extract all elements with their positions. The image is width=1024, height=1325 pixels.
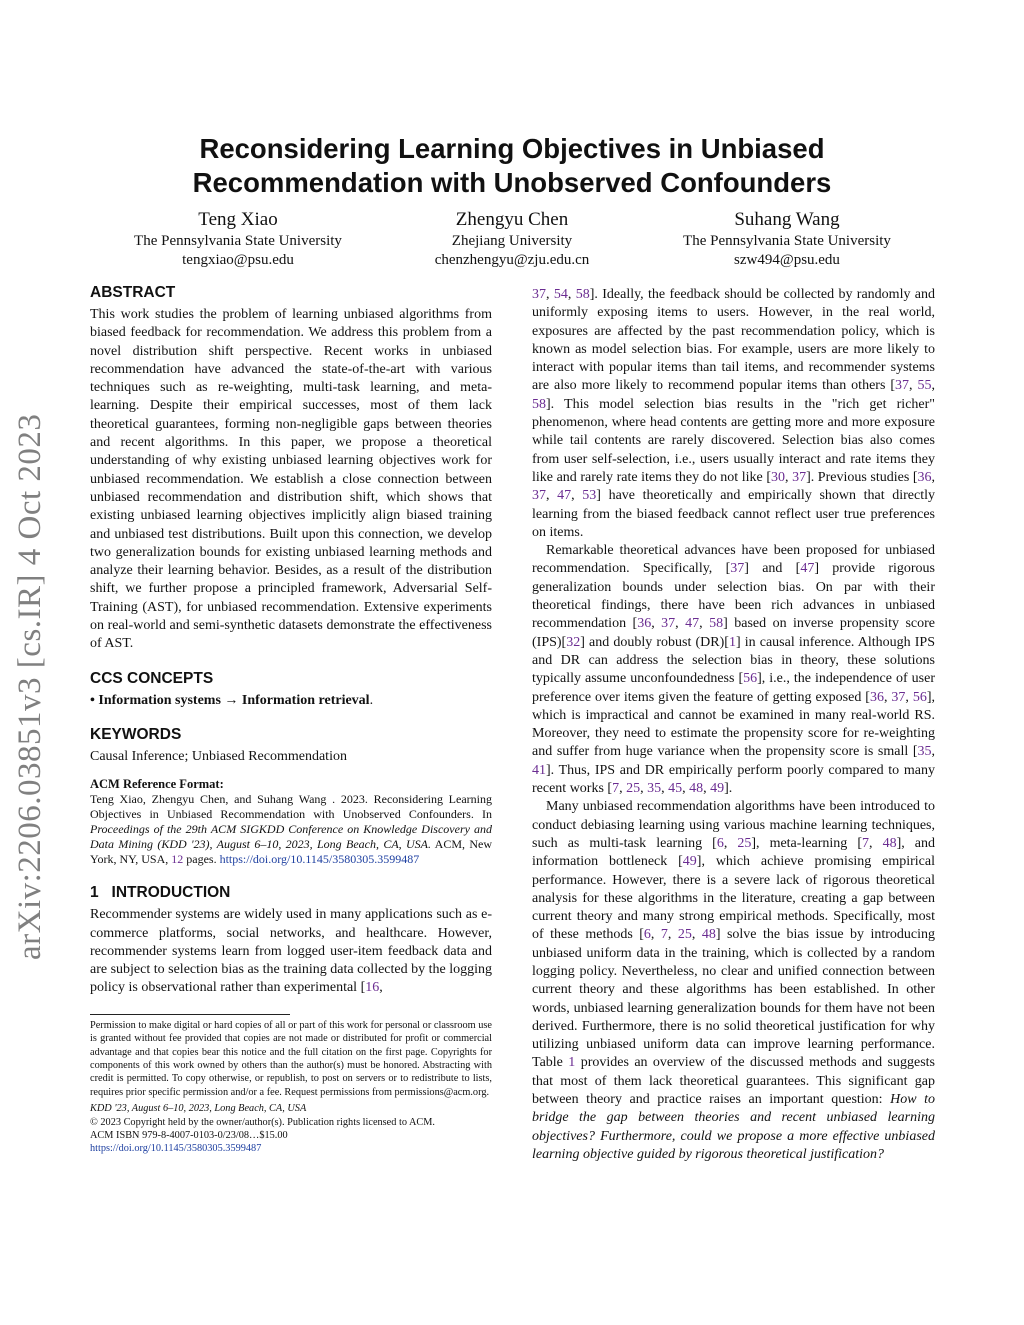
citation-link[interactable]: 37: [532, 287, 546, 302]
citation-link[interactable]: 47: [557, 488, 572, 504]
sep: ,: [905, 689, 913, 705]
sep: ,: [661, 781, 669, 797]
citation-link[interactable]: 37: [792, 469, 807, 485]
sep: ,: [682, 781, 690, 797]
body-text: ], meta-learning [: [751, 835, 863, 851]
footnote-doi-link[interactable]: https://doi.org/10.1145/3580305.3599487: [90, 1143, 262, 1155]
permission-notice: Permission to make digital or hard copies of all or part of this work for personal or classroom use is granted without fee provided that copies are not made or distributed for profit or commercial advantage and that copies bear this notice and the full citation on the first page. Copyrights for components of this work owned by others than the author(s) must be honored. Abstracting with credit is permitted. To copy otherwise, or republish, to post on servers or to redistribute to lists, requires prior specific permission and/or a fee. Request permissions from permissions@acm.org.: [90, 1019, 492, 1098]
author-1: [88, 208, 388, 270]
body-text: ] in causal inference. Although IPS and DR can address the selection bias in theory, these solutions typically assume unconfoundedness [: [532, 634, 936, 687]
citation-link[interactable]: 36: [637, 616, 652, 632]
ccs-end: .: [369, 692, 374, 708]
sep: ,: [869, 835, 883, 851]
citation-link[interactable]: 25: [737, 835, 752, 851]
citation-link[interactable]: 58: [532, 396, 546, 412]
sep: ,: [931, 378, 935, 394]
intro-paragraph-3: [532, 798, 935, 1164]
acm-ref-part3: pages.: [183, 852, 220, 867]
body-text: Remarkable theoretical advances have been proposed for unbiased recommendation. Specifically, [: [532, 543, 935, 577]
body-text: ]. Previous studies [: [806, 469, 918, 485]
citation-link[interactable]: 7: [612, 781, 620, 797]
sep: ,: [640, 781, 648, 797]
body-text: ] have theoretically and empirically shown that directly learning from the biased feedback cannot reflect user true preferences on items.: [532, 488, 936, 540]
citation-link[interactable]: 32: [566, 634, 581, 650]
citation-link[interactable]: 56: [912, 689, 927, 705]
ccs-concepts: [90, 692, 492, 710]
body-text: ], which achieve promising empirical performance. However, there is a severe lack of rigorous theoretical analysis for these algorithms in the literature, creating a gap between current theory and many strong empirical methods. Specifically, most of these methods [: [532, 854, 935, 943]
acm-ref-venue: Proceedings of the 29th ACM SIGKDD Conference on Knowledge Discovery and Data Mining (KDD '23), August 6–10, 2023, Long Beach, CA, USA.: [90, 822, 492, 852]
body-text: ].: [724, 781, 733, 797]
citation-link[interactable]: 36: [869, 689, 884, 705]
author-affiliation: Zhejiang University: [451, 233, 573, 249]
sep: ,: [651, 616, 662, 632]
sep: ,: [784, 469, 793, 485]
citation-link[interactable]: 55: [917, 378, 932, 394]
citation-link[interactable]: 35: [647, 781, 662, 797]
conference-line: KDD '23, August 6–10, 2023, Long Beach, CA, USA: [90, 1103, 307, 1115]
footnote-rule: [90, 1014, 290, 1015]
citation-link[interactable]: 58: [575, 287, 590, 302]
body-text: Many unbiased recommendation algorithms have been introduced to conduct debiasing learning using various machine learning techniques, such as multi-task learning [: [532, 799, 935, 851]
citation-link[interactable]: 49: [682, 854, 697, 870]
citation-link[interactable]: 30: [770, 469, 785, 485]
citation-link[interactable]: 1: [728, 634, 736, 650]
sep: ,: [931, 744, 935, 760]
sep: ,: [883, 689, 892, 705]
sep: ,: [567, 287, 576, 302]
citation-link[interactable]: 48: [689, 781, 704, 797]
acm-ref-pages-link[interactable]: 12: [171, 852, 184, 867]
research-question: How to bridge the gap between theories and recent unbiased learning objectives? Furthermore, could we propose a more effective unbiased learning objective guided by rigorous theoretical justification?: [532, 1092, 935, 1162]
sep: ,: [931, 469, 936, 485]
citation-link[interactable]: 37: [891, 689, 906, 705]
body-text: ], and information bottleneck [: [532, 835, 935, 870]
intro-paragraph-1: [90, 906, 492, 997]
citation-link[interactable]: 35: [917, 744, 932, 760]
keywords-text: Causal Inference; Unbiased Recommendation: [90, 748, 347, 764]
body-text: ] and [: [744, 561, 801, 577]
citation-link[interactable]: 37: [730, 561, 745, 577]
author-2: [362, 208, 662, 270]
author-email: tengxiao@psu.edu: [182, 252, 294, 268]
body-text: ]. This model selection bias results in the "rich get richer" phenomenon, where head contents are getting more and more exposure while tail contents are rarely discovered. Selection bias also comes from user self-selection, i.e., users usually interact and rate items they like and rarely rate items they do not like [: [532, 396, 935, 485]
isbn-line: ACM ISBN 979-8-4007-0103-0/23/08…$15.00: [90, 1129, 288, 1141]
citation-link[interactable]: 36: [917, 469, 932, 485]
body-text: ], i.e., the independence of user preference over items given the feature of getting exposed [: [532, 671, 935, 705]
citation-link[interactable]: 37: [532, 488, 546, 504]
sep: ,: [703, 781, 711, 797]
author-email: szw494@psu.edu: [734, 252, 840, 268]
intro-heading-text: INTRODUCTION: [111, 884, 231, 902]
citation-link[interactable]: 53: [582, 488, 597, 504]
citation-link[interactable]: 6: [643, 927, 651, 943]
sep: ,: [699, 616, 710, 632]
citation-link[interactable]: 47: [685, 616, 700, 632]
author-3: [637, 208, 937, 270]
body-text: ] provide rigorous generalization bounds under selection bias. On par with their theoretical findings, there have been rich advances in unbiased recommendation [: [532, 561, 935, 632]
intro-paragraph-2: [532, 542, 935, 798]
intro-p1-text: Recommender systems are widely used in many applications such as e-commerce platforms, social networks, and healthcare. However, recommender systems learn from logged user-item feedback data and are subject to selection bias as the training data collected by the logging policy is observational rather than experimental [: [90, 907, 492, 996]
citation-link[interactable]: 41: [532, 762, 546, 778]
body-text: ] and doubly robust (DR)[: [580, 634, 729, 650]
sep: ,: [546, 287, 554, 302]
citation-link[interactable]: 25: [677, 927, 692, 943]
keywords-heading: KEYWORDS: [90, 725, 182, 743]
body-text: ]. Thus, IPS and DR empirically perform poorly compared to many recent works [: [532, 762, 935, 797]
sep: ,: [723, 835, 738, 851]
author-affiliation: The Pennsylvania State University: [134, 233, 342, 249]
intro-p1-tail: ,: [379, 980, 383, 996]
intro-heading: [90, 883, 492, 903]
body-text: provides an overview of the discussed methods and suggests that most of them lack theoretical guarantees. This significant gap between theory and practice raises an important question:: [532, 1055, 935, 1108]
sep: ,: [571, 488, 583, 504]
sep: ,: [667, 927, 678, 943]
body-text: ] based on inverse propensity score (IPS)[: [532, 616, 936, 650]
author-name: Suhang Wang: [734, 209, 840, 230]
table-link[interactable]: 1: [568, 1055, 576, 1071]
author-block: [0, 208, 1024, 276]
abstract-text: This work studies the problem of learning unbiased algorithms from biased feedback for recommendation. We address this problem from a novel distribution shift perspective. Recent works in unbiased recommendation have advanced the state-of-the-art with various techniques such as re-weighting, multi-task learning, and meta-learning. Despite their empirical successes, most of them lack theoretical guarantees, forming non-negligible gaps between theories and recent algorithms. In this paper, we propose a theoretical understanding of why existing unbiased learning objectives work for unbiased recommendation. We establish a close connection between unbiased recommendation and distribution shift, which shows that existing unbiased learning objectives implicitly align biased training and unbiased test distributions. Built upon this connection, we develop two generalization bounds for existing unbiased learning methods and analyze their learning behavior. Besides, as a result of the distribution shift, we further propose a principled framework, Adversarial Self-Training (AST), for unbiased recommendation. Extensive experiments on real-world and semi-synthetic datasets demonstrate the effectiveness of AST.: [90, 307, 492, 652]
acm-ref-doi-link[interactable]: https://doi.org/10.1145/3580305.3599487: [219, 852, 420, 867]
copyright-line: © 2023 Copyright held by the owner/author(s). Publication rights licensed to ACM.: [90, 1116, 436, 1128]
acm-ref-heading: ACM Reference Format:: [90, 777, 224, 792]
author-email: chenzhengyu@zju.edu.cn: [434, 252, 590, 268]
ccs-item-b: Information retrieval: [241, 692, 370, 708]
citation-link[interactable]: 16: [365, 980, 380, 996]
citation-link[interactable]: 6: [716, 835, 724, 851]
citation-link[interactable]: 25: [626, 781, 641, 797]
sep: ,: [691, 927, 702, 943]
citation-link[interactable]: 48: [701, 927, 716, 943]
citation-link[interactable]: 49: [710, 781, 725, 797]
abstract-heading: ABSTRACT: [90, 284, 176, 301]
paper-title: Reconsidering Learning Objectives in Unbiased Recommendation with Unobserved Confounders: [192, 133, 832, 198]
acm-ref-part2: ACM, New York, NY, USA,: [90, 837, 492, 867]
sep: ,: [650, 927, 661, 943]
ccs-item-a: Information systems: [98, 692, 221, 708]
intro-heading-num: 1: [90, 884, 99, 902]
sep: ,: [675, 616, 686, 632]
citation-link[interactable]: 47: [800, 561, 815, 577]
ccs-arrow: →: [224, 692, 239, 708]
sep: ,: [546, 488, 558, 504]
citation-link[interactable]: 45: [668, 781, 683, 797]
author-name: Teng Xiao: [198, 209, 278, 230]
citation-link[interactable]: 58: [709, 616, 724, 632]
citation-link[interactable]: 37: [661, 616, 676, 632]
body-text: ], which is impractical and cannot be examined in many real-world RS. Moreover, they need to estimate the propensity score for re-weighting and suffer from huge variance when the propensity score is small [: [532, 689, 936, 760]
sep: ,: [909, 378, 918, 394]
citation-link[interactable]: 54: [553, 287, 568, 302]
sep: ,: [619, 781, 627, 797]
left-column: [90, 283, 492, 1156]
arxiv-stamp: arXiv:2206.03851v3 [cs.IR] 4 Oct 2023: [12, 413, 48, 960]
ccs-bullet: •: [90, 692, 95, 708]
citation-link[interactable]: 48: [882, 835, 897, 851]
citation-link[interactable]: 7: [660, 927, 668, 943]
body-text: ]. Ideally, the feedback should be collected by randomly and uniformly exposing items to users. However, in the real world, exposures are affected by the past recommendation policy, which is known as model selection bias. For example, users are more likely to interact with popular items than tail items, and recommender systems are also more likely to recommend popular items than others [: [532, 287, 936, 394]
citation-link[interactable]: 7: [862, 835, 870, 851]
right-column: [532, 286, 935, 1164]
acm-ref-text: [90, 792, 492, 867]
body-text: ] solve the bias issue by introducing unbiased uniform data in the training, which is collected by a random logging policy. Nevertheless, no clear and unified connection between current theory and these algorithms has been established. In other words, unbiased learning generalization bounds for them have not been derived. Furthermore, there is no solid theoretical justification for why utilizing unbiased uniform data can improve learning performance. Table: [532, 927, 936, 1071]
author-name: Zhengyu Chen: [455, 209, 569, 230]
citation-link[interactable]: 37: [895, 378, 910, 394]
acm-ref-part1: Teng Xiao, Zhengyu Chen, and Suhang Wang . 2023. Reconsidering Learning Objectives in Unbiased Recommendation with Unobserved Confounders. In: [90, 792, 492, 822]
author-affiliation: The Pennsylvania State University: [683, 233, 891, 249]
ccs-heading: CCS CONCEPTS: [90, 669, 214, 687]
citation-link[interactable]: 56: [743, 671, 758, 687]
intro-paragraph-1-cont: [532, 286, 935, 542]
